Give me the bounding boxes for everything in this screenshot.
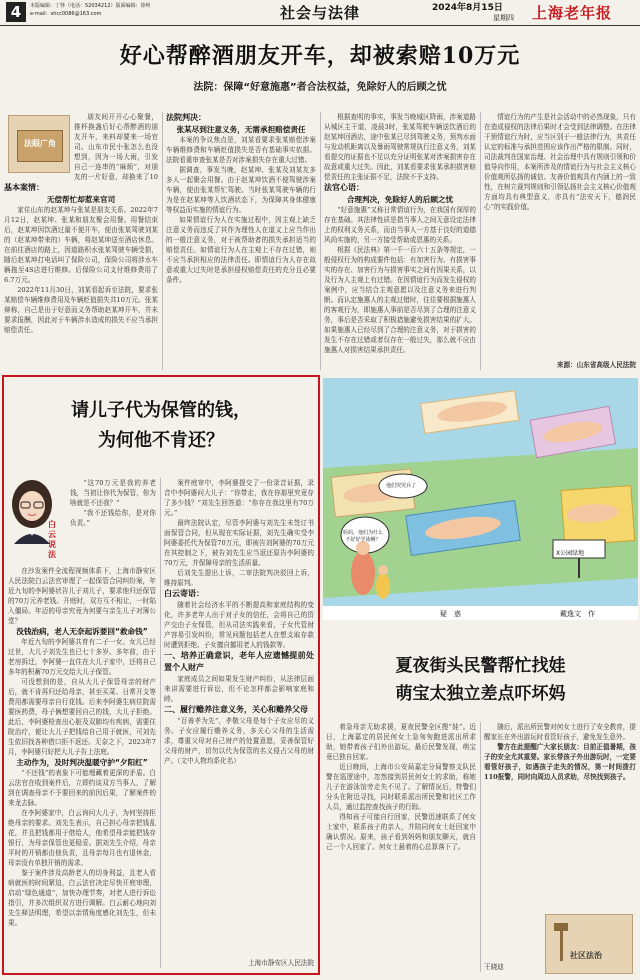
newspaper-logo: 上海老年报 — [532, 4, 613, 22]
paragraph: 2022年11月30日，刘某看起诉至法院，要求张某赔偿车辆维修费用及车辆贬值损失共10万元。张某辩称，自己是出于好意而义务帮助赵某坤开车，并未要求报酬，因此对于车辆涉水造成的损失不应当承担赔偿责任。 — [4, 286, 158, 334]
article2-byline: 上海市静安区人民法院 — [248, 959, 314, 967]
article1-column-2 — [166, 112, 316, 370]
park-sign: X公园绿地 — [556, 550, 585, 557]
paragraph: 后刘先生提出上诉，二审法院判决驳回上诉，维持原判。 — [164, 569, 314, 587]
section-title: 社会与法律 — [279, 4, 360, 22]
column-divider — [480, 112, 481, 370]
case-heading: 基本案情： — [4, 183, 44, 192]
speech-bubble: 妈妈，他们为什么不好好学泳啊？ — [343, 530, 384, 543]
paragraph: 随着社会经济水平的不断提高和家庭结构的变化，许多老年人出于对子女的信任，会将自己的资产交由子女保管，但从司法实践来看，子女代管财产容易引发纠纷，常见问题包括老人在想支取存款时遭到拒绝、子女擅自挪用老人的钱款等。 — [164, 601, 314, 649]
column-badge — [8, 115, 70, 173]
book-icon — [17, 130, 63, 162]
article3-column-1 — [326, 722, 476, 972]
section-heading: 一、培养正确意识，老年人应遗憾提前处置个人财产 — [164, 651, 314, 672]
issue-date: 2024年8月15日 — [432, 3, 503, 13]
article2-column-1 — [8, 566, 156, 970]
article1-lede: 朋友间开开心心聚餐，推杯换盏后好心帮醉酒的朋友开车，来料却要来一场官司。山东市民小张怎么也没想到，因为一场大雨，引发自己一连串的“麻烦”，对朋友的一片好意，却换来了10 — [74, 113, 158, 181]
article1-headline: 好心帮醉酒朋友开车，却被索赔10万元 — [119, 43, 521, 69]
judge-subheading: 合理判决，免除好人的后顾之忧 — [346, 195, 454, 204]
article3-headline: 夏夜街头民警帮忙找娃 萌宝太独立差点吓坏妈 — [395, 656, 566, 704]
paragraph: “好意施惠”又称日常情谊行为，在我国有深厚的存在基础。其法律性质是指当事人之间无意设定法律上的权利义务关系，而由当事人一方基于良好的道德风尚实施的，另一方接受帮助或恩惠的关系。 — [324, 206, 476, 244]
paragraph: “不还钱”的表象下可能埋藏着更深的矛盾。白云法官在收到案件后，立即约谈双方当事人，了解到在调查母亲不予要回来的前因后果，了解案件的来龙去脉。 — [8, 769, 156, 807]
paragraph: 最终法院认定，尽管李阿婆与刘先生未签订书面保管合同，但从现在实际证据，刘先生确实受李阿婆委托代为保管70万元，即被告刘阿婆的70万元在其控制之下，被告刘先生应当返还原告李阿婆的70万元，并保障母亲的生活质量。 — [164, 519, 314, 567]
paragraph: 近日晚间，上海市公安局嘉定分局警察支队民警在巡逻途中，忽然接到居民何女士的求助，称她儿子在游泳馆旁走失不见了。了解情况后，特警们分头在附近寻找，同时联系派出所民警和社区工作人员，通过监控查找孩子的行踪。 — [326, 763, 476, 811]
paragraph: 案件庭审中，李阿婆提交了一份录音证据，录音中李阿婆问大儿子：“你带走，我在你那里究竟存了多少钱？”刘先生回答道：“你存在我这里有70万元。” — [164, 479, 314, 517]
community-law-badge — [545, 914, 633, 974]
paragraph: 得知孩子可能自行回家，民警迅速联系了何女士家中，联系孩子的亲人，并陪同何女士赶回家中确认情况。原来，孩子看到妈妈和朋友聊天，就自己一个人回家了。何女士悬着的心总算落下了。 — [326, 813, 476, 851]
column-badge-label: 法眼广角 — [24, 139, 56, 148]
paragraph: 着急母亲无助求援，夏夜民警全区搜“娃”。近日，上海嘉定的居民何女士急匆匆跑进派出所求助，她带着孩子们外出游玩，最后民警发现，萌宝竟已独自回家。 — [326, 723, 476, 761]
section-heading: 白云寄语： — [164, 589, 204, 598]
article2-headline: 请儿子代为保管的钱， 为何他不肯还？ — [71, 400, 251, 451]
quote: “我不还钱给你，是对你负责。” — [70, 509, 156, 527]
columnist-label: 白云说法 — [48, 520, 56, 559]
paragraph: 根据查明的事实，事发当晚城区降雨，涉案道路从城区主干道，凌晨3时，张某驾驶车辆送饮酒后的赵某坤回酒店，途中张某已尽到驾驶义务，预判水面与发动机距离以及暴雨驾驶常规执行注意义务，刘某看提交的证据也不足以充分证明张某对涉案损害存在故意或重大过失。因此，刘某看要求张某承担损害赔偿责任的主张证据不足，法院不予支持。 — [324, 113, 476, 181]
article1-column-1 — [4, 182, 158, 370]
column-divider — [160, 478, 161, 968]
article1-byline: 来源：山东省高级人民法院 — [556, 361, 636, 369]
column-divider — [480, 722, 481, 972]
judge-heading: 法官心语： — [324, 183, 364, 192]
verdict-heading: 法院判决： — [166, 113, 206, 122]
article1-subhead: 法院：保障“好意施惠”者合法权益，免除好人的后顾之忧 — [193, 82, 447, 93]
paragraph: 据调查，事发当晚，赵某坤、张某及刘某友多多人一起聚会用餐。由于赵某坤饮酒不便驾驶涉案车辆，便由张某帮忙驾驶。当时张某驾驶车辆的行为是在赵某坤等人饮酒状态下，为保障其身体健康等权益而实施的情谊行为。 — [166, 166, 316, 214]
community-law-label: 社区法治 — [570, 951, 602, 960]
police-tip: 警方在此提醒广大家长朋友：目前正值暑期，孩子的安全尤其重要。家长带孩子外出游玩时，一定要看管好孩子，如遇孩子走失的情况，第一时间拨打110报警，同时向周边人员求助，尽快找到孩子。 — [484, 743, 636, 781]
verdict-subheading: 张某尽到注意义务，无需承担赔偿责任 — [176, 125, 306, 134]
paragraph: 情谊行为的产生是社会活动中的必然现象，只有在造成侵权的法律后果时才会受到法律调整。在法律干预情谊行为时，应当区别于一般法律行为，其责任认定的标准与承担范围应该作出严格的限制。同时，司法裁判在国家治理、社会治理中具有规则引领和价值导向作用，本案所涉及的情谊行为与社会主义核心价值观所弘扬的诚信、友善价值观具有内涵上的一致性，在树立裁判规则和引领弘扬社会主义核心价值观方面均具有典型意义，亦具有“法安天下，德润民心”的实践价值。 — [484, 113, 636, 211]
paragraph: “百善孝为先”，孝敬父母是每个子女应尽的义务。子女应履行赡养义务，多关心父母的生活需求，尊重父母对自己财产的处置意愿，妥善保管好父母的财产，切勿以代为保管的名义侵占父母的财产。（文中人物均系化名） — [164, 717, 314, 765]
column-divider — [320, 112, 321, 370]
column-divider — [162, 112, 163, 370]
illustration-caption: 疑 惑 — [440, 610, 461, 618]
paragraph: 家住山东的赵某坤与张某是朋友关系。2022年7月12日，赵某坤、张某和朋友聚会用餐。用餐结束后，赵某坤因饮酒过量不便开车，便由张某驾驶刘某的（赵某坤带来的）车辆，将赵某坤送至酒店休息。在前往酒店的路上，因道路积水张某驾驶车辆受损，随后赵某坤打电话叫了保险公司，保险公司将涉水车辆拖至4S店进行维修。后保险公司支付维修费用了6.7万元。 — [4, 206, 158, 284]
article1-column-4 — [484, 112, 636, 360]
page-number: 4 — [6, 2, 26, 22]
article2-intro — [70, 478, 156, 566]
paragraph: 根据《民法典》第一千一百六十五条等规定，一般侵权行为的构成要件包括：有加害行为、有损害事实的存在、加害行为与损害事实之间有因果关系，以及行为人主观上有过错。在因情谊行为而发生侵权的案例中，应当结合主观意愿以及注意义务来进行判断。而认定施惠人的主观过错时，往往要根据施惠人的客观行为，即施惠人事前是否尽到了合理的注意义务，事后是否采取了积极措施避免损害结果的扩大。如果施惠人已经尽到了合理的注意义务，对于损害的发生不存在过错或者仅存在一般过失，那么就不应由施惠人对损害结果承担责任。 — [324, 246, 476, 354]
article3-column-2 — [484, 722, 636, 912]
editor-email: e-mail：shcc0086@163.com — [30, 11, 102, 17]
paragraph: 如果情谊行为人在实施过程中，因主观上缺乏注意义务而违反了其作为理性人在道义上应当作出的一般注意义务，对于被帮助者的损失承担适当的赔偿责任。如情谊行为人在主观上不存在过错，则不应当承担相应的法律责任。即情谊行为人存在故意或重大过失时是承担侵权赔偿责任的充分且必要条件。 — [166, 216, 316, 284]
paragraph: 在李阿婆家中，白云询问大儿子，为何坚持拒绝母亲的要求。刘先生表示，自己担心母亲把钱乱花，并且把钱都用于借给人，他希望母亲能把钱存银行，为母亲保管也更稳妥。据刘先生介绍，母亲平时的开销都由他负责，且母亲每月也有退休金，母亲没有单独开销的需求。 — [8, 809, 156, 867]
paragraph: 年近九旬的李阿婆共育有二子一女。女儿已经过世，大儿子刘先生也已七十多岁。多年前，由于老房拆迁，李阿婆一直住在大儿子家中，还将自己多年的积蓄70万元交给大儿子保管。 — [8, 638, 156, 676]
paragraph: 可没想到的是，自从大儿子保管母亲的财产后，就不肯再归还给母亲，甚至买菜、日常开支等费用都需要母亲自行花钱。后来李阿婆生病住院需要医药费，母子俩想要回自己的钱，大儿子拒绝。此后，李阿婆检查出心脏及双肺均有疾病，需要住院治疗，便让大儿子把钱给自己用于就医，可刘先生依旧找各种借口拒不返还。无奈之下，2023年7月，李阿婆只好把大儿子告上法庭。 — [8, 678, 156, 756]
paragraph: 随后，派出所民警对何女士进行了安全教育，提醒家长在外出游玩时看管好孩子，避免发生意外。 — [484, 723, 636, 741]
gavel-icon — [550, 919, 572, 969]
article1-column-3 — [324, 112, 476, 370]
article3-byline: 王晓迪 — [484, 963, 504, 971]
section-heading: 没钱治病，老人无奈起诉要回“救命钱” — [16, 627, 148, 636]
cartoon-illustration — [323, 378, 638, 620]
article2-column-2 — [164, 478, 314, 958]
illustration-author: 戴逸文 作 — [560, 610, 595, 618]
paragraph: 家庭成员之间如果发生财产纠纷，从法律层面来讲需要进行诉讼，但不论怎样都会影响家庭和睦。 — [164, 675, 314, 703]
paragraph: 鉴于案件涉及高龄老人的切身利益，且老人看病就医的时间紧迫，白云法官决定尽快开庭审理，启动“绿色通道”，加快办理节奏，对老人进行诉讼指引，并多次组织双方进行调解。白云耐心地向刘先生释法明理，希望以亲情角度感化刘先生，但未果。 — [8, 869, 156, 927]
editor-credit: 本版编辑：丁怿（电话：52034212）版面编辑：徐岭 — [30, 3, 151, 9]
speech-bubble: 他们哭哭兵了 — [386, 483, 417, 489]
quote: “这70万元是我的养老钱，当初让你代为保管，你为啥就是不还我？” — [70, 479, 156, 507]
section-heading: 二、履行赡养注意义务，关心和赡养父母 — [164, 705, 308, 714]
section-heading: 主动作为，及时判决温暖守护“夕阳红” — [16, 758, 148, 767]
paragraph: 本案的争议焦点是，刘某看要求张某赔偿涉案车辆维修费和车辆贬值损失是否有基础事实依据。法院看重审查张某是否对涉案损失存在重大过错。 — [166, 136, 316, 164]
issue-weekday: 星期四 — [493, 14, 514, 22]
case-subheading: 无偿帮忙却惹来官司 — [46, 195, 116, 204]
paragraph: 在沙发案件全流程视频体系下，上海市静安区人民法院白云法官审理了一起保管合同纠纷案，年近九旬的李阿婆状告儿子刘儿子，要求他归还保管的70万元养老钱。开庭时，双方互不相让，一时陷入僵局。年迈的母亲究竟为何要与亲生儿子对簿公堂？ — [8, 567, 156, 625]
